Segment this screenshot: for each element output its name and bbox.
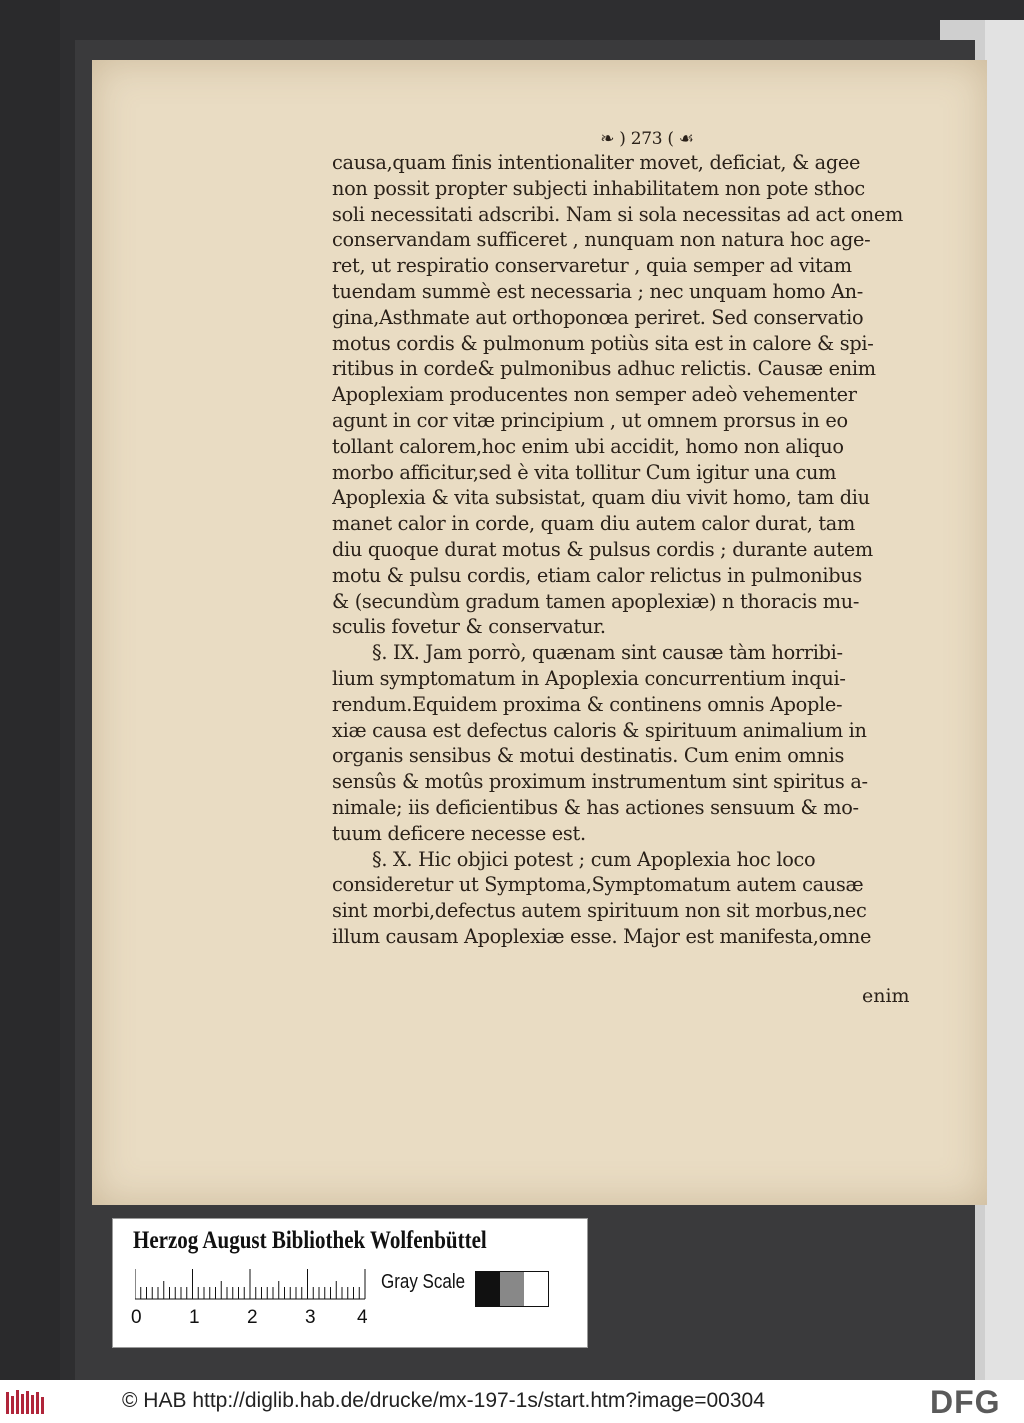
text-line: tuum deficere necesse est. xyxy=(332,821,586,845)
text-line: agunt in cor vitæ principium , ut omnem prorsus in eo xyxy=(332,408,848,432)
library-tag xyxy=(112,1218,588,1348)
text-line: conservandam sufficeret , nunquam non natura hoc age- xyxy=(332,228,871,252)
ruler xyxy=(135,1269,385,1309)
text-line: rendum.Equidem proxima & continens omnis Apople- xyxy=(332,692,843,716)
text-line: motu & pulsu cordis, etiam calor relictus in pulmonibus xyxy=(332,563,863,587)
text-line: Apoplexiam producentes non semper adeò vehementer xyxy=(332,383,857,407)
text-line: lium symptomatum in Apoplexia concurrentium inqui- xyxy=(332,666,846,690)
text-line: sensûs & motûs proximum instrumentum sint spiritus a- xyxy=(332,770,868,794)
text-line: ret, ut respiratio conservaretur , quia semper ad vitam xyxy=(332,254,852,278)
text-line: illum causam Apoplexiæ esse. Major est manifesta,omne xyxy=(332,924,872,948)
hab-logo-icon xyxy=(6,1388,46,1416)
left-board xyxy=(0,0,60,1380)
gray-scale-patches xyxy=(475,1271,549,1307)
text-line: consideretur ut Symptoma,Symptomatum autem causæ xyxy=(332,873,864,897)
viewer-footer xyxy=(0,1380,1024,1423)
book-page xyxy=(92,60,987,1205)
catchword: enim xyxy=(862,985,910,1007)
page-text xyxy=(332,128,922,950)
text-line: §. X. Hic objici potest ; cum Apoplexia hoc loco xyxy=(372,847,816,871)
text-line: non possit propter subjecti inhabilitatem non pote sthoc xyxy=(332,176,865,200)
copyright-link[interactable]: © HAB http://diglib.hab.de/drucke/mx-197-1s/start.htm?image=00304 xyxy=(122,1389,765,1412)
text-line: ritibus in corde& pulmonibus adhuc relictis. Causæ enim xyxy=(332,357,876,381)
ruler-label-0: 0 xyxy=(131,1307,142,1328)
text-line: causa,quam finis intentionaliter movet, deficiat, & agee xyxy=(332,151,861,174)
ruler-label-3: 3 xyxy=(305,1307,316,1328)
text-line: nimale; iis deficientibus & has actiones sensuum & mo- xyxy=(332,795,859,819)
text-line: & (secundùm gradum tamen apoplexiæ) n thoracis mu- xyxy=(332,589,860,613)
ruler-label-2: 2 xyxy=(247,1307,258,1328)
gray-patch-white xyxy=(524,1272,548,1306)
text-line: sint morbi,defectus autem spirituum non sit morbus,nec xyxy=(332,899,867,923)
text-line: manet calor in corde, quam diu autem calor durat, tam xyxy=(332,512,855,536)
gray-patch-black xyxy=(476,1272,500,1306)
text-line: tuendam summè est necessaria ; nec unquam homo An- xyxy=(332,279,863,303)
text-line: xiæ causa est defectus caloris & spirituum animalium in xyxy=(332,718,867,742)
text-line: gina,Asthmate aut orthoponœa periret. Sed conservatio xyxy=(332,305,864,329)
page-number-header: ❧ ) 273 ( ☙ xyxy=(600,129,694,149)
text-line: motus cordis & pulmonum potiùs sita est in calore & spi- xyxy=(332,331,874,355)
ruler-label-1: 1 xyxy=(189,1307,200,1328)
text-line: Apoplexia & vita subsistat, quam diu vivit homo, tam diu xyxy=(332,486,870,510)
text-line: diu quoque durat motus & pulsus cordis ; durante autem xyxy=(332,537,873,561)
text-line: soli necessitati adscribi. Nam si sola necessitas ad act onem xyxy=(332,202,904,226)
text-line: organis sensibus & motui destinatis. Cum enim omnis xyxy=(332,744,845,768)
text-line: sculis fovetur & conservatur. xyxy=(332,615,606,639)
library-name: Herzog August Bibliothek Wolfenbüttel xyxy=(133,1227,487,1254)
gray-scale-label: Gray Scale xyxy=(381,1271,466,1293)
text-line: §. IX. Jam porrò, quænam sint causæ tàm horribi- xyxy=(372,641,843,665)
text-line: tollant calorem,hoc enim ubi accidit, homo non aliquo xyxy=(332,434,844,458)
right-board-edge xyxy=(985,20,1024,1380)
text-line: morbo afficitur,sed è vita tollitur Cum igitur una cum xyxy=(332,460,837,484)
dfg-logo: DFG xyxy=(930,1384,1001,1420)
ruler-label-4: 4 xyxy=(357,1307,368,1328)
gray-patch-mid xyxy=(500,1272,524,1306)
